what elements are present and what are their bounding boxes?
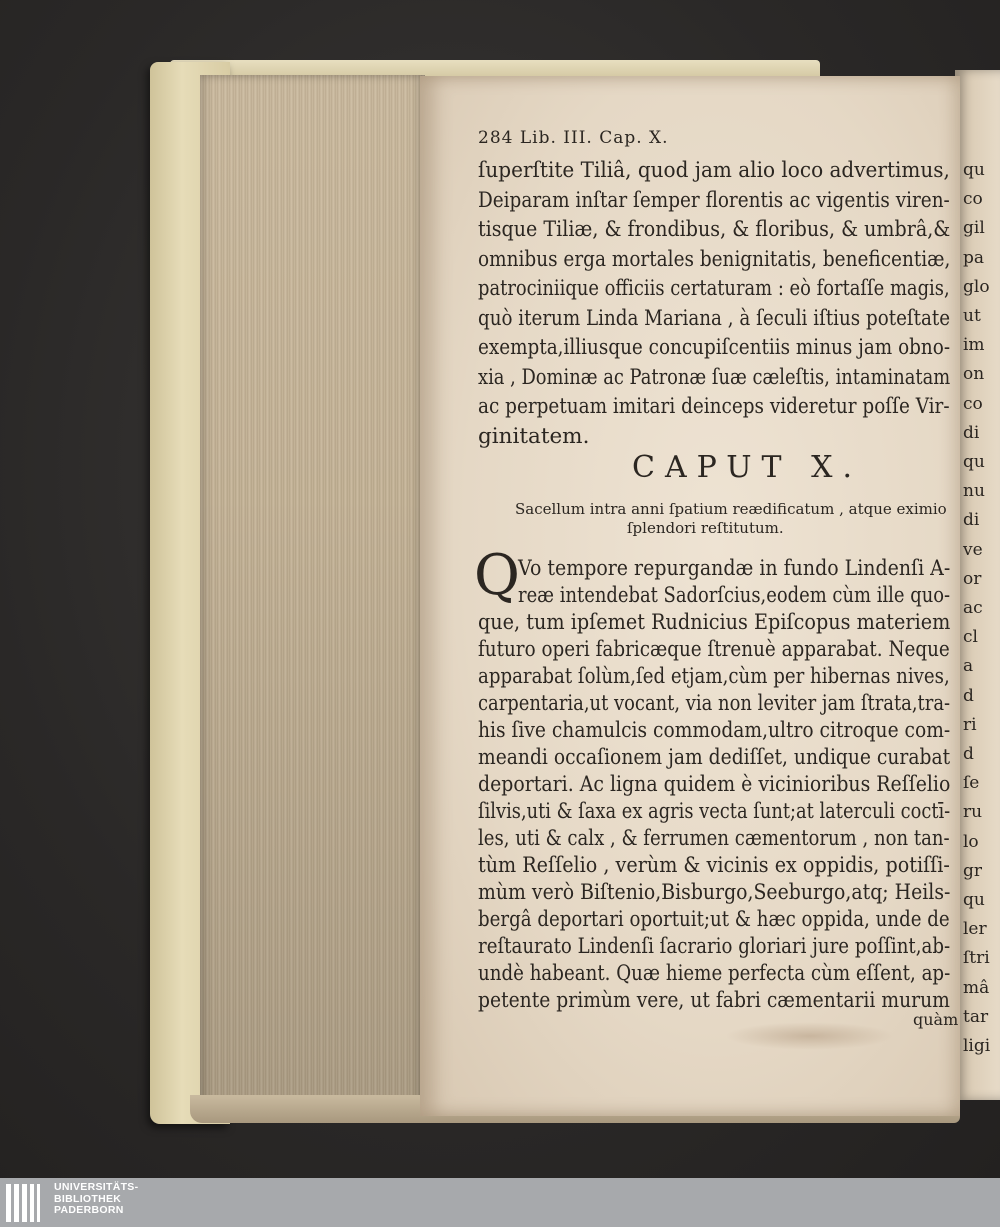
next-page-fragment: ſtri xyxy=(963,948,990,969)
text-line: que, tum ipſemet Rudnicius Epiſcopus materiem xyxy=(478,610,951,635)
text-line: deportari. Ac ligna quidem è vicinioribus Reſſelio xyxy=(478,772,951,797)
text-line: bergâ deportari oportuit;ut & hæc oppida, unde de xyxy=(478,907,950,932)
text-line: exempta,illiusque concupiſcentiis minus jam obno- xyxy=(478,335,951,360)
next-page-fragment: ve xyxy=(963,539,983,560)
text-line: quò iterum Linda Mariana , à ſeculi iſtius poteſtate xyxy=(478,305,951,331)
text-line: futuro operi fabricæque ſtrenuè apparabat. Neque xyxy=(478,637,950,662)
text-line: petente primùm vere, ut fabri cæmentarii murum xyxy=(478,988,950,1013)
text-line: Deiparam inſtar ſemper florentis ac vigentis viren- xyxy=(478,187,950,213)
next-page-fragment: ligi xyxy=(963,1036,991,1056)
next-page-fragment: di xyxy=(963,422,980,443)
text-line: xia , Dominæ ac Patronæ ſuæ cæleſtis, intaminatam xyxy=(478,364,951,390)
next-page-edge xyxy=(955,70,1000,1100)
next-page-fragment: on xyxy=(963,364,985,385)
page-stain xyxy=(725,1022,895,1050)
next-page-fragment: qu xyxy=(963,452,985,472)
text-line: his ſive chamulcis commodam,ultro citroque com- xyxy=(478,718,951,743)
text-line: apparabat ſolùm,ſed etjam,cùm per hibernas nives, xyxy=(478,664,950,689)
text-line: tisque Tiliæ, & frondibus, & floribus, & umbrâ,& xyxy=(478,217,951,242)
chapter-heading: CAPUT X. xyxy=(632,450,862,485)
next-page-fragment: ri xyxy=(963,714,977,735)
text-line: undè habeant. Quæ hieme perfecta cùm eſſent, ap- xyxy=(478,961,951,986)
text-line: patrociniique officiis certaturam : eò fortaſſe magis, xyxy=(478,276,950,301)
next-page-fragment: gr xyxy=(963,860,983,881)
next-page-fragment: qu xyxy=(963,160,985,180)
text-line: tùm Reſſelio , verùm & vicinis ex oppidis, potiſſi- xyxy=(478,853,950,878)
next-page-fragment: mâ xyxy=(963,977,990,998)
catchword: quàm xyxy=(913,1010,959,1029)
next-page-fragment: d xyxy=(963,744,974,764)
next-page-fragment: di xyxy=(963,510,980,531)
text-line: reæ intendebat Sadorſcius,eodem cùm ille quo- xyxy=(518,583,951,608)
next-page-fragment: ler xyxy=(963,919,987,940)
next-page-fragment: ru xyxy=(963,802,983,823)
next-page-fragment: lo xyxy=(963,831,979,852)
text-line: omnibus erga mortales benignitatis, beneficentiæ, xyxy=(478,246,951,272)
text-line: mùm verò Biſtenio,Bisburgo,Seeburgo,atq; Heils- xyxy=(478,880,951,905)
next-page-fragment: im xyxy=(963,335,985,356)
next-page-fragment: cl xyxy=(963,627,978,648)
next-page-fragment: ſe xyxy=(963,773,980,794)
chapter-subtitle-line-2: ſplendori reſtitutum. xyxy=(627,519,784,537)
next-page-fragment: co xyxy=(963,189,983,210)
text-line: les, uti & calx , & ferrumen cæmentorum , non tan- xyxy=(478,826,950,851)
text-line: ginitatem. xyxy=(478,423,590,449)
text-line: reſtaurato Lindenſi ſacrario gloriari jure poſſint,ab- xyxy=(478,934,951,959)
chapter-subtitle-line-1: Sacellum intra anni ſpatium reædificatum , atque eximio xyxy=(515,500,947,518)
next-page-fragment: glo xyxy=(963,276,990,297)
next-page-fragment: or xyxy=(963,568,982,589)
next-page-fragment: tar xyxy=(963,1006,989,1027)
library-logo-icon xyxy=(6,1184,46,1222)
next-page-fragment: gil xyxy=(963,218,985,239)
running-head: 284 Lib. III. Cap. X. xyxy=(478,128,669,148)
institution-name: UNIVERSITÄTS- BIBLIOTHEK PADERBORN xyxy=(54,1181,139,1216)
next-page-fragment: ut xyxy=(963,306,981,326)
drop-cap: Q xyxy=(474,543,520,608)
text-line: Vo tempore repurgandæ in fundo Lindenſi A- xyxy=(518,556,951,581)
next-page-fragment: ac xyxy=(963,598,983,618)
next-page-fragment: qu xyxy=(963,890,985,910)
next-page-fragment: a xyxy=(963,656,974,677)
next-page-fragment: co xyxy=(963,393,983,414)
text-line: ſilvis,uti & ſaxa ex agris vecta ſunt;at laterculi coctī- xyxy=(478,799,951,824)
text-line: ac perpetuam imitari deinceps videretur poſſe Vir- xyxy=(478,394,950,419)
next-page-fragment: d xyxy=(963,685,974,706)
text-line: carpentaria,ut vocant, via non leviter jam ſtrata,tra- xyxy=(478,691,951,716)
text-line: ſuperſtite Tiliâ, quod jam alio loco advertimus, xyxy=(478,158,950,183)
next-page-fragment: nu xyxy=(963,481,985,502)
next-page-fragment: pa xyxy=(963,247,985,268)
text-line: meandi occaſionem jam dediſſet, undique curabat xyxy=(478,745,951,770)
library-footer-bar xyxy=(0,1178,1000,1227)
